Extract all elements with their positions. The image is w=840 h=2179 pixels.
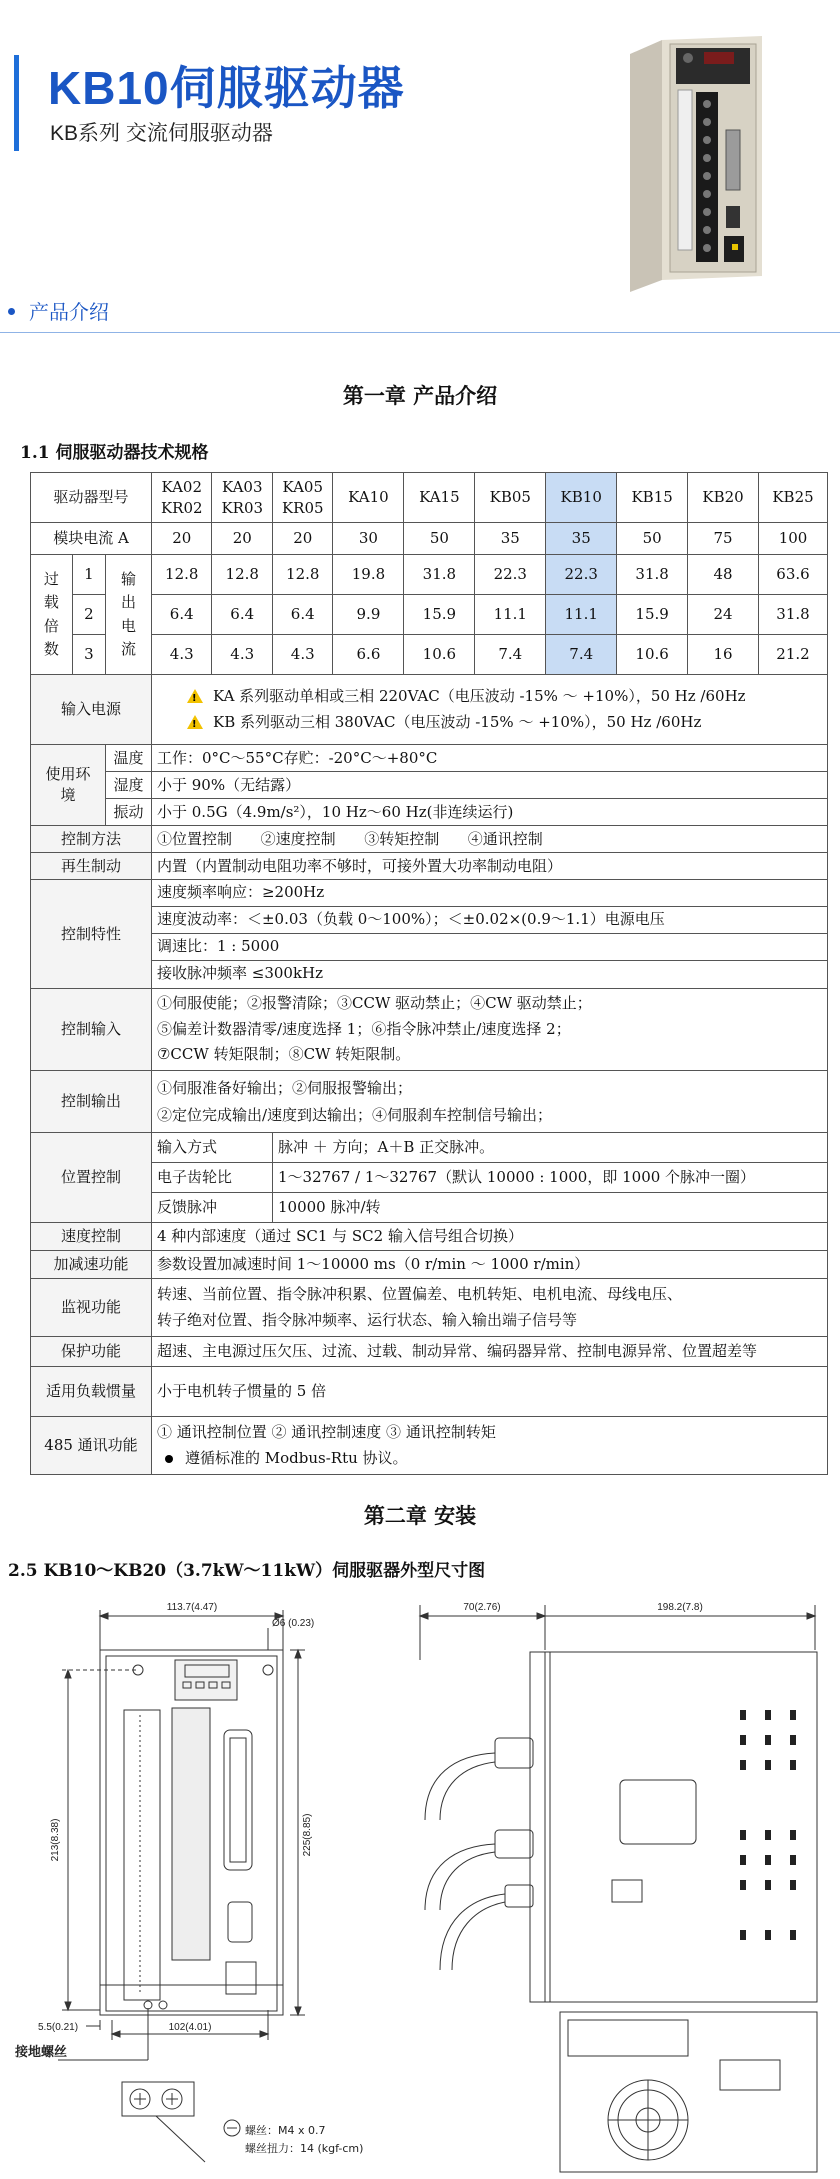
dim-width-label: 113.7(4.47) xyxy=(166,1602,218,1613)
inertia-label: 适用负载惯量 xyxy=(31,1367,152,1417)
comm-cell xyxy=(151,1417,827,1475)
value-cell: 19.8 xyxy=(333,555,404,595)
value-cell: 11.1 xyxy=(475,595,546,635)
value-cell: 6.4 xyxy=(151,595,212,635)
chapter1-title: 第一章 产品介绍 xyxy=(342,383,498,408)
value-cell: 31.8 xyxy=(759,595,828,635)
ground-screw-label: 接地螺丝 xyxy=(15,2045,68,2060)
value-cell-highlighted: 22.3 xyxy=(546,555,617,595)
overload-label-char: 载 xyxy=(43,593,59,612)
control-input-label: 控制输入 xyxy=(31,989,152,1071)
value-cell: 22.3 xyxy=(475,555,546,595)
output-label-char: 电 xyxy=(121,616,137,635)
table-row-env-vibration xyxy=(31,799,828,826)
section-1-1-title: 1.1 伺服驱动器技术规格 xyxy=(20,443,209,463)
value-cell: 48 xyxy=(688,555,759,595)
monitor-line: 转子绝对位置、指令脉冲频率、运行状态、输入输出端子信号等 xyxy=(156,1310,577,1329)
overload-multiple: 2 xyxy=(72,595,105,635)
table-row-control-input xyxy=(31,989,828,1071)
value-cell: 12.8 xyxy=(212,555,273,595)
table-row-protect xyxy=(31,1337,828,1367)
value-cell: 16 xyxy=(688,635,759,675)
control-output-line: ①伺服准备好输出；②伺服报警输出； xyxy=(156,1079,412,1098)
dim-height-label: 213(8.38) xyxy=(50,1818,61,1862)
control-char-cell xyxy=(151,880,827,989)
chapter2-title: 第二章 安装 xyxy=(363,1503,477,1528)
table-row-regen xyxy=(31,853,828,880)
table-row-env-temp xyxy=(31,745,828,772)
section-divider xyxy=(0,332,840,333)
accel-value: 参数设置加减速时间 1～10000 ms（0 r/min ～ 1000 r/min） xyxy=(151,1251,827,1279)
header-accent-bar xyxy=(14,55,19,151)
overload-label xyxy=(31,555,73,675)
dim-hole-label: Ø6 (0.23) xyxy=(272,1618,315,1629)
side-view xyxy=(420,1605,817,2172)
model-cell: KB25 xyxy=(759,473,828,523)
protect-label: 保护功能 xyxy=(31,1337,152,1367)
dim-margin-label: 5.5(0.21) xyxy=(38,2022,79,2033)
model-cell: KA10 xyxy=(333,473,404,523)
bullet-icon xyxy=(165,1455,173,1463)
value-cell: 31.8 xyxy=(404,555,475,595)
power-label: 输入电源 xyxy=(31,675,152,745)
output-current-label xyxy=(106,555,152,675)
regen-value: 内置（内置制动电阻功率不够时，可接外置大功率制动电阻） xyxy=(151,853,827,880)
speed-label: 速度控制 xyxy=(31,1223,152,1251)
table-row-overload-1 xyxy=(31,555,828,595)
value-cell: 4.3 xyxy=(272,635,333,675)
env-sub-label: 振动 xyxy=(106,799,152,826)
power-line xyxy=(157,684,822,710)
section-2-5-title: 2.5 KB10～KB20（3.7kW～11kW）伺服驱器外型尺寸图 xyxy=(8,1561,486,1581)
position-value: 10000 脉冲/转 xyxy=(272,1193,827,1223)
control-output-label: 控制输出 xyxy=(31,1071,152,1133)
section-label xyxy=(8,296,109,325)
value-cell: 21.2 xyxy=(759,635,828,675)
output-label-char: 流 xyxy=(121,639,137,658)
position-value: 1～32767 / 1～32767（默认 10000 : 1000，即 1000 个脉冲一圈） xyxy=(272,1163,827,1193)
value-cell-highlighted: 35 xyxy=(546,523,617,555)
comm-line xyxy=(157,1446,822,1472)
table-row-models xyxy=(31,473,828,523)
value-cell: 100 xyxy=(759,523,828,555)
value-cell: 10.6 xyxy=(617,635,688,675)
power-line-text: KB 系列驱动三相 380VAC（电压波动 -15% ～ +10%），50 Hz /60Hz xyxy=(212,712,702,731)
table-row-comm xyxy=(31,1417,828,1475)
power-line xyxy=(157,710,822,736)
value-cell: 31.8 xyxy=(617,555,688,595)
value-cell: 6.6 xyxy=(333,635,404,675)
table-row-control-method xyxy=(31,826,828,853)
value-cell: 30 xyxy=(333,523,404,555)
value-cell: 50 xyxy=(404,523,475,555)
dimension-drawing xyxy=(0,1590,840,2175)
screw-spec-label: 螺丝：M4 x 0.7 xyxy=(245,2124,326,2137)
table-row-env-humidity xyxy=(31,772,828,799)
control-output-cell xyxy=(151,1071,827,1133)
model-cell: KB20 xyxy=(688,473,759,523)
control-char-label: 控制特性 xyxy=(31,880,152,989)
control-input-line: ⑤偏差计数器清零/速度选择 1；⑥指令脉冲禁止/速度选择 2； xyxy=(156,1019,571,1038)
env-value: 小于 90%（无结露） xyxy=(151,772,827,799)
overload-label-char: 数 xyxy=(43,639,59,658)
dim-height2-label: 225(8.85) xyxy=(302,1813,313,1857)
table-row-position-input xyxy=(31,1133,828,1163)
value-cell: 75 xyxy=(688,523,759,555)
value-cell: 7.4 xyxy=(475,635,546,675)
table-row-inertia xyxy=(31,1367,828,1417)
warning-icon xyxy=(187,689,203,703)
section-label-text: 产品介绍 xyxy=(29,302,109,324)
comm-line: ① 通讯控制位置 ② 通讯控制速度 ③ 通讯控制转矩 xyxy=(156,1423,496,1441)
control-input-line: ⑦CCW 转矩限制；⑧CW 转矩限制。 xyxy=(156,1045,411,1064)
table-row-speed xyxy=(31,1223,828,1251)
value-cell: 20 xyxy=(272,523,333,555)
model-label-cell: 驱动器型号 xyxy=(31,473,152,523)
value-cell: 9.9 xyxy=(333,595,404,635)
power-line-text: KA 系列驱动单相或三相 220VAC（电压波动 -15% ～ +10%），50 Hz /60Hz xyxy=(212,687,746,705)
overload-multiple: 3 xyxy=(72,635,105,675)
control-input-cell xyxy=(151,989,827,1071)
warning-icon xyxy=(187,715,203,729)
position-sub-label: 电子齿轮比 xyxy=(151,1163,272,1193)
control-char-line: 速度频率响应：≥200Hz xyxy=(152,880,827,907)
value-cell: 20 xyxy=(212,523,273,555)
model-cell: KA05 KR05 xyxy=(272,473,333,523)
accel-label: 加减速功能 xyxy=(31,1251,152,1279)
table-row-accel xyxy=(31,1251,828,1279)
power-cell xyxy=(151,675,827,745)
model-cell: KA15 xyxy=(404,473,475,523)
position-label: 位置控制 xyxy=(31,1133,152,1223)
protect-value: 超速、主电源过压欠压、过流、过载、制动异常、编码器异常、控制电源异常、位置超差等 xyxy=(151,1337,827,1367)
env-value: 工作：0°C～55°C存贮：-20°C～+80°C xyxy=(151,745,827,772)
overload-label-char: 倍 xyxy=(43,616,59,635)
screw-torque-label: 螺丝扭力：14 (kgf-cm) xyxy=(245,2142,364,2155)
monitor-cell xyxy=(151,1279,827,1337)
dim-side-front-label: 70(2.76) xyxy=(463,1602,501,1613)
overload-label-char: 过 xyxy=(43,570,59,588)
env-label: 使用环境 xyxy=(31,745,106,826)
table-row-control-output xyxy=(31,1071,828,1133)
model-cell-highlighted: KB10 xyxy=(546,473,617,523)
servo-drive-product-image xyxy=(612,30,788,296)
value-cell: 6.4 xyxy=(272,595,333,635)
value-cell: 15.9 xyxy=(617,595,688,635)
control-char-line: 调速比：1 : 5000 xyxy=(152,934,827,961)
env-value: 小于 0.5G（4.9m/s²），10 Hz～60 Hz(非连续运行) xyxy=(151,799,827,826)
model-cell: KB15 xyxy=(617,473,688,523)
model-cell: KB05 xyxy=(475,473,546,523)
control-output-line: ②定位完成输出/速度到达输出；④伺服刹车控制信号输出； xyxy=(156,1105,553,1124)
position-sub-label: 反馈脉冲 xyxy=(151,1193,272,1223)
value-cell: 12.8 xyxy=(272,555,333,595)
front-view xyxy=(58,1610,305,2162)
page-title: KB10伺服驱动器 xyxy=(48,62,405,114)
table-row-control-char xyxy=(31,880,828,989)
env-sub-label: 温度 xyxy=(106,745,152,772)
model-cell: KA02 KR02 xyxy=(151,473,212,523)
bullet-icon xyxy=(8,308,15,315)
value-cell: 50 xyxy=(617,523,688,555)
module-current-label: 模块电流 A xyxy=(31,523,152,555)
control-method-value: ①位置控制 ②速度控制 ③转矩控制 ④通讯控制 xyxy=(151,826,827,853)
comm-label: 485 通讯功能 xyxy=(31,1417,152,1475)
monitor-line: 转速、当前位置、指令脉冲积累、位置偏差、电机转矩、电机电流、母线电压、 xyxy=(156,1285,682,1303)
control-char-line: 接收脉冲频率 ≤300kHz xyxy=(156,964,324,982)
monitor-label: 监视功能 xyxy=(31,1279,152,1337)
value-cell: 4.3 xyxy=(151,635,212,675)
speed-value: 4 种内部速度（通过 SC1 与 SC2 输入信号组合切换） xyxy=(151,1223,827,1251)
value-cell: 15.9 xyxy=(404,595,475,635)
regen-label: 再生制动 xyxy=(31,853,152,880)
spec-table xyxy=(30,472,828,1475)
table-row-monitor xyxy=(31,1279,828,1337)
table-row-module-current xyxy=(31,523,828,555)
value-cell: 10.6 xyxy=(404,635,475,675)
control-input-line: ①伺服使能；②报警清除；③CCW 驱动禁止；④CW 驱动禁止； xyxy=(156,994,592,1013)
page-subtitle: KB系列 交流伺服驱动器 xyxy=(50,122,273,145)
value-cell-highlighted: 7.4 xyxy=(546,635,617,675)
inertia-value: 小于电机转子惯量的 5 倍 xyxy=(151,1367,827,1417)
output-label-char: 输 xyxy=(121,570,137,588)
env-sub-label: 湿度 xyxy=(106,772,152,799)
value-cell: 4.3 xyxy=(212,635,273,675)
model-cell: KA03 KR03 xyxy=(212,473,273,523)
value-cell: 12.8 xyxy=(151,555,212,595)
value-cell-highlighted: 11.1 xyxy=(546,595,617,635)
dim-base-label: 102(4.01) xyxy=(168,2022,212,2033)
output-label-char: 出 xyxy=(121,593,137,612)
value-cell: 63.6 xyxy=(759,555,828,595)
overload-multiple: 1 xyxy=(72,555,105,595)
comm-line-text: 遵循标准的 Modbus-Rtu 协议。 xyxy=(184,1448,408,1467)
position-value: 脉冲 ＋ 方向；A＋B 正交脉冲。 xyxy=(272,1133,827,1163)
value-cell: 6.4 xyxy=(212,595,273,635)
control-method-label: 控制方法 xyxy=(31,826,152,853)
control-char-line: 速度波动率：＜±0.03（负载 0～100%）；＜±0.02×(0.9～1.1）电源电压 xyxy=(152,907,827,934)
position-sub-label: 输入方式 xyxy=(151,1133,272,1163)
dim-side-depth-label: 198.2(7.8) xyxy=(657,1602,703,1613)
table-row-power xyxy=(31,675,828,745)
value-cell: 35 xyxy=(475,523,546,555)
value-cell: 24 xyxy=(688,595,759,635)
value-cell: 20 xyxy=(151,523,212,555)
